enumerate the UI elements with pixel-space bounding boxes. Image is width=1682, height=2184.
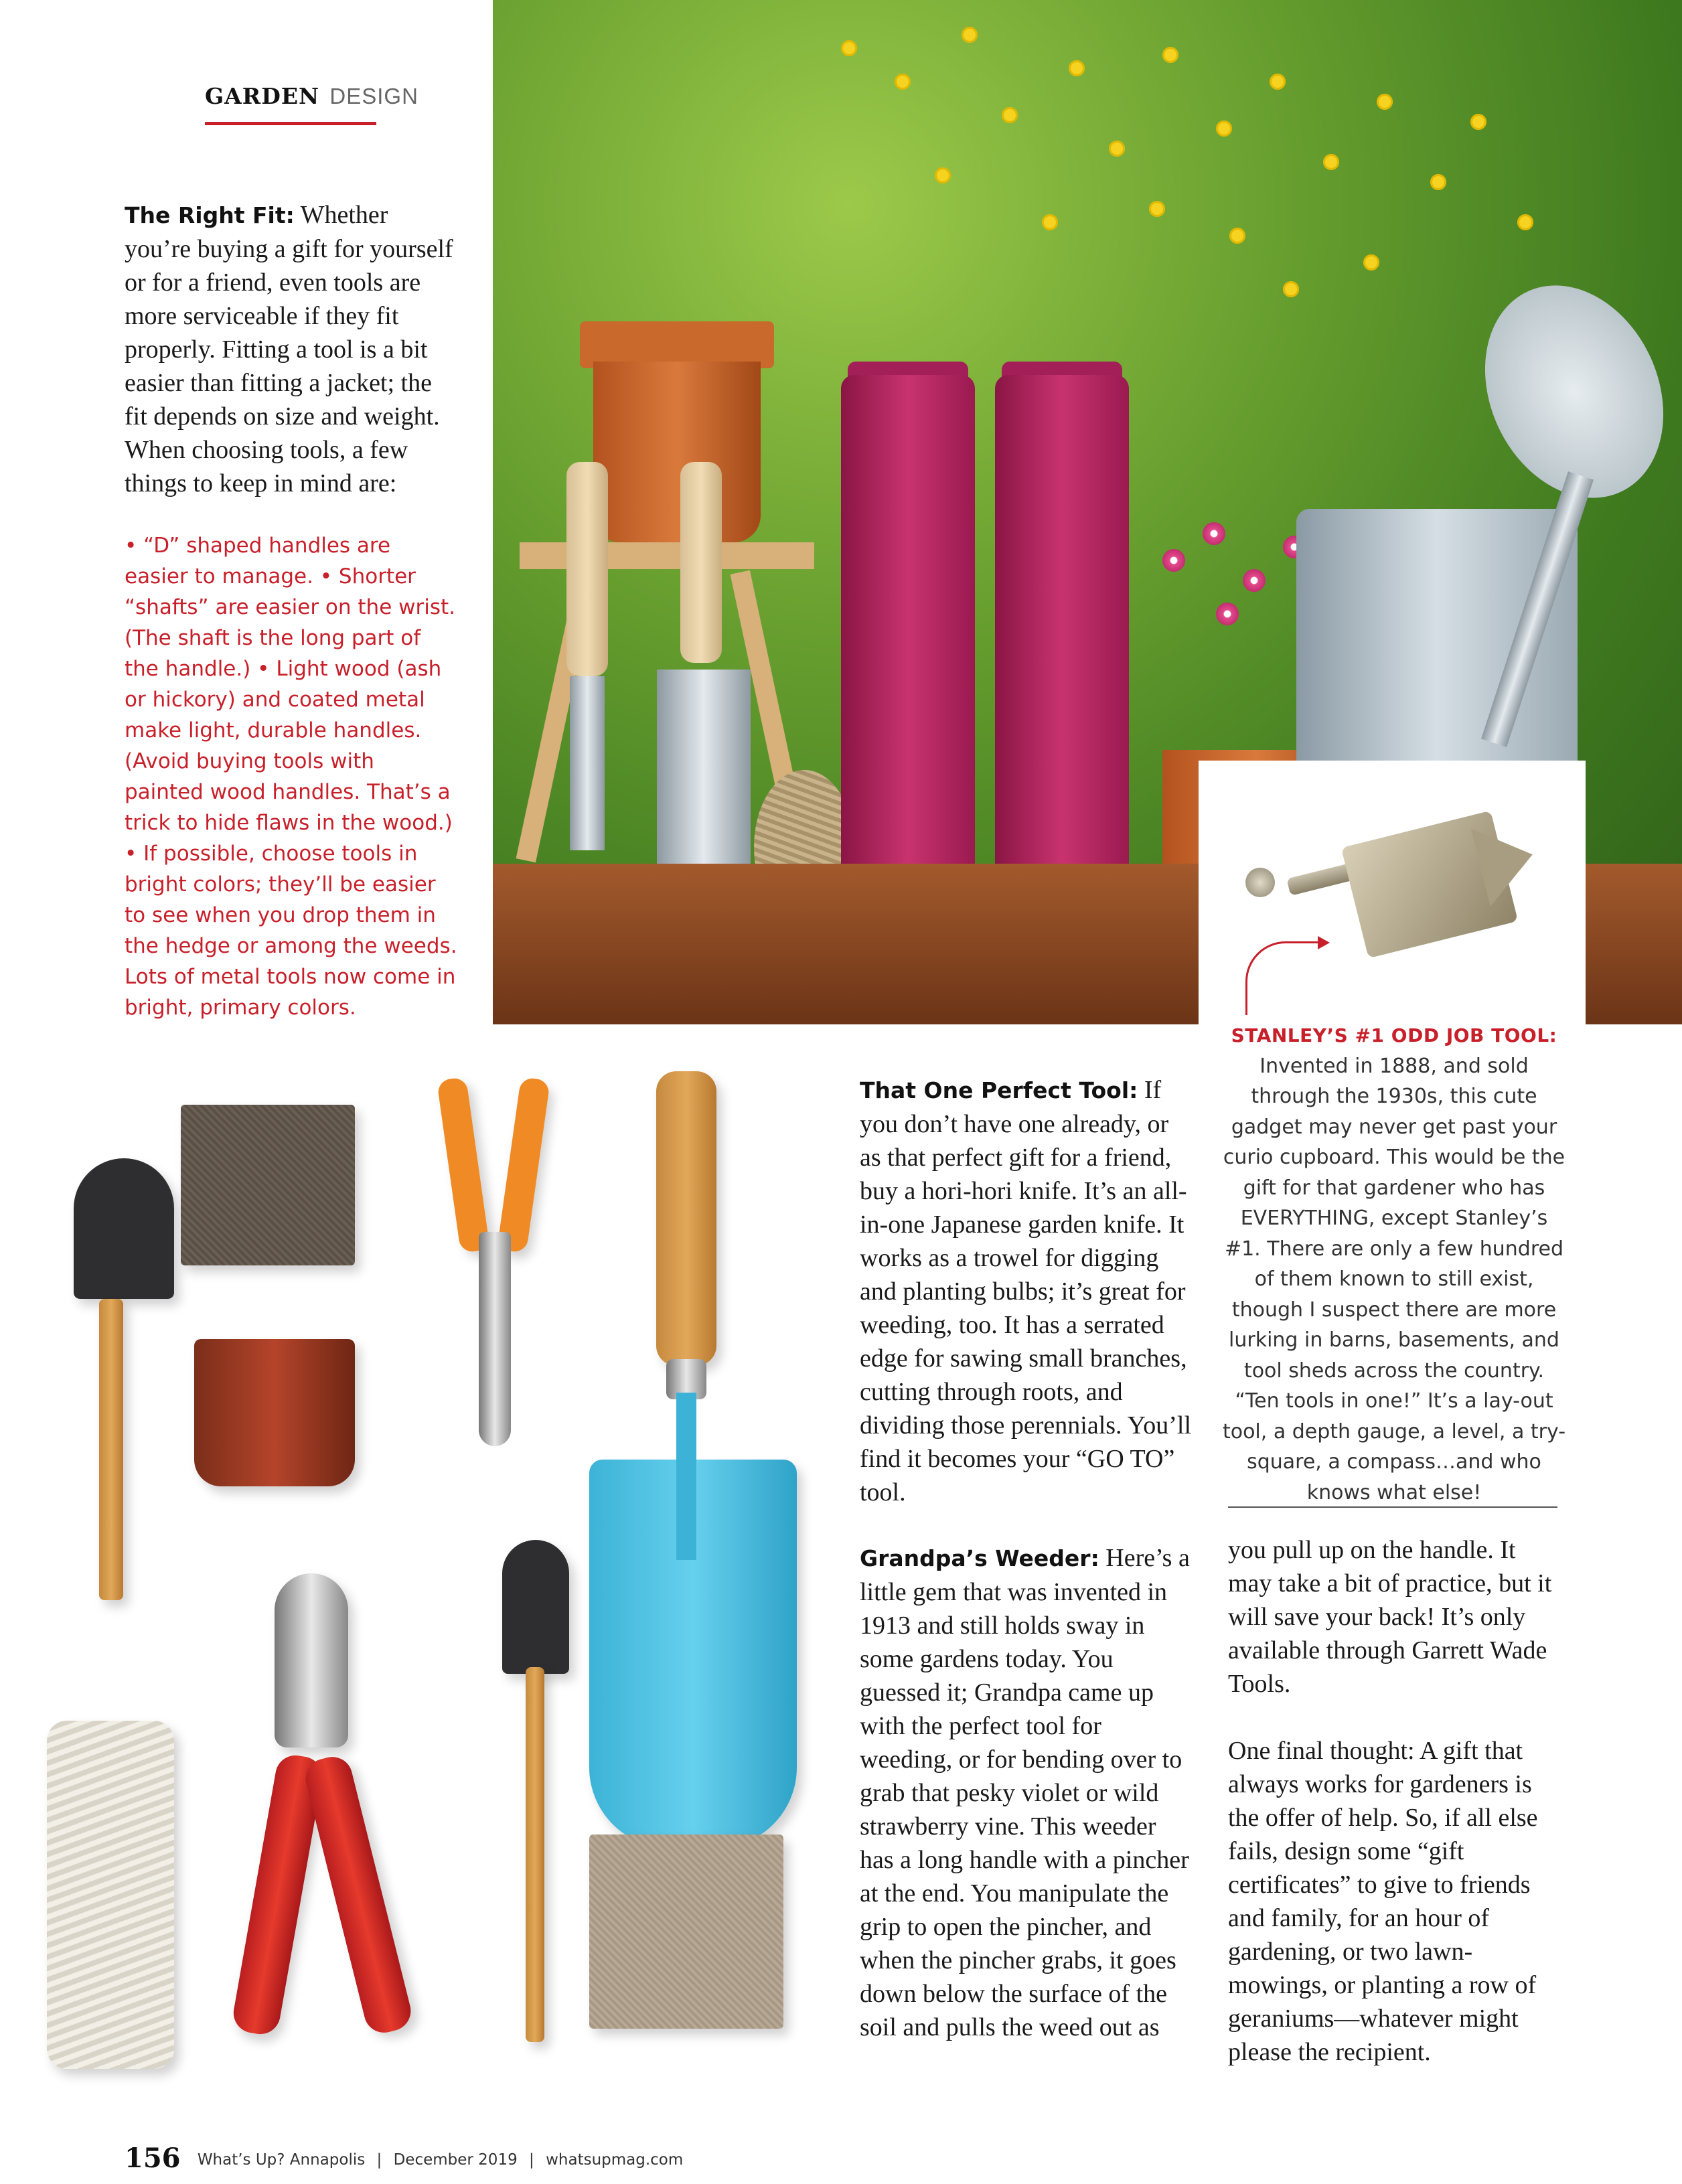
weeder-lead: Grandpa’s Weeder: [860, 1545, 1099, 1571]
section-title-bold: GARDEN [205, 83, 320, 109]
black-shovel [74, 1158, 174, 1299]
garden-tools-photo [27, 1044, 830, 2116]
section-rule [205, 122, 376, 125]
pink-boot-left [841, 375, 975, 944]
pruner-handle-right [301, 1753, 415, 2037]
right-fit-paragraph [125, 198, 459, 500]
snips-handle-right [497, 1077, 550, 1253]
sidebar-caption [1220, 1020, 1568, 1508]
cotton-twine-roll [47, 1721, 174, 2069]
caption-pointer-line [1245, 941, 1326, 1015]
page-footer: 156 What’s Up? Annapolis | December 2019 | whatsupmag.com [125, 2142, 684, 2174]
fork-handle [566, 462, 608, 676]
pink-boot-right [995, 375, 1129, 944]
sidebar-title: STANLEY’S #1 ODD JOB TOOL: [1231, 1024, 1557, 1046]
page-number: 156 [125, 2142, 181, 2174]
weeder-text: Here’s a little gem that was invented in 1913 and still holds sway in some gardens today. You guessed it; Grandpa came up with the perfect tool for weeding, or for bending over to grab that pesky violet or wild strawberry vine. This weeder has a long handle with a pincher at the end. You manipulate the grip to open the pincher, and when the pincher grabs, it goes down below the surface of the soil and pulls the weed out as [860, 1544, 1190, 2041]
section-title-light: DESIGN [329, 84, 418, 108]
terracotta-plastic-pot [194, 1339, 355, 1486]
perfect-tool-paragraph [860, 1073, 1192, 1509]
peat-pot-dark [181, 1105, 355, 1265]
section-label [205, 83, 418, 110]
sidebar-text: Invented in 1888, and sold through the 1930s, this cute gadget may never get past your curio cupboard. This would be the gift for that gardener who has EVERYTHING, except Stanley’s #1. There are only a few hundred of them known to still exist, though I suspect there are more lurking in barns, basements, and tool sheds across the country. “Ten tools in one!” It’s a lay-out tool, a depth gauge, a level, a try-square, a compass…and who knows what else! [1222, 1054, 1566, 1504]
snips-blade [479, 1232, 511, 1446]
trowel-handle [680, 462, 722, 663]
publication-name: What’s Up? Annapolis [197, 2151, 366, 2169]
perfect-tool-lead: That One Perfect Tool: [860, 1077, 1138, 1103]
hand-fork [570, 676, 605, 850]
odd-job-tool-photo [1199, 761, 1586, 1024]
perfect-tool-text: If you don’t have one already, or as that perfect gift for a friend, buy a hori-hori knife. It’s an all-in-one Japanese garden knife. It works as a trowel for digging and planting bulbs; it’s great for weeding, too. It has a serrated edge for sawing small branches, cutting through roots, and dividing those perennials. You’ll find it becomes your “GO TO” tool. [860, 1076, 1192, 1506]
sidebar-rule [1228, 1506, 1557, 1508]
weeder-continuation: you pull up on the handle. It may take a bit of practice, but it will save your back! It’s only available through Garrett Wade Tools. [1228, 1536, 1552, 1698]
small-black-spade [502, 1540, 569, 1674]
website: whatsupmag.com [546, 2151, 684, 2169]
right-fit-lead: The Right Fit: [125, 202, 295, 228]
issue-date: December 2019 [393, 2151, 518, 2169]
trowel-wood-handle [656, 1071, 716, 1366]
weeder-paragraph [860, 1541, 1192, 2044]
pruner-blades [275, 1573, 348, 1747]
right-fit-text: Whether you’re buying a gift for yourself or for a friend, even tools are more serviceable if they fit properly. Fitting a tool is a bit easier than fitting a jacket; the fit depends on size and weight. When choosing tools, a few things to keep in mind are: [125, 201, 453, 497]
snips-handle-left [437, 1077, 490, 1253]
caption-pointer-arrowhead [1318, 936, 1330, 949]
tips-list: • “D” shaped handles are easier to manage. • Shorter “shafts” are easier on the wrist. (The shaft is the long part of the handle.) • Light wood (ash or hickory) and coated metal make light, durable handles. (Avoid buying tools with painted wood handles. That’s a trick to hide flaws in the wood.) • If possible, choose tools in bright colors; they’ll be easier to see when you drop them in the hedge or among the weeds. Lots of metal tools now come in bright, primary colors. [125, 534, 457, 1020]
final-thought-paragraph: One final thought: A gift that always works for gardeners is the offer of help. So, if all else fails, design some “gift certificates” to give to friends and family, for an hour of gardening, or two lawn-mowings, or planting a row of geraniums—whatever might please the recipient. [1228, 1737, 1538, 2066]
peat-pot-light [589, 1835, 783, 2029]
